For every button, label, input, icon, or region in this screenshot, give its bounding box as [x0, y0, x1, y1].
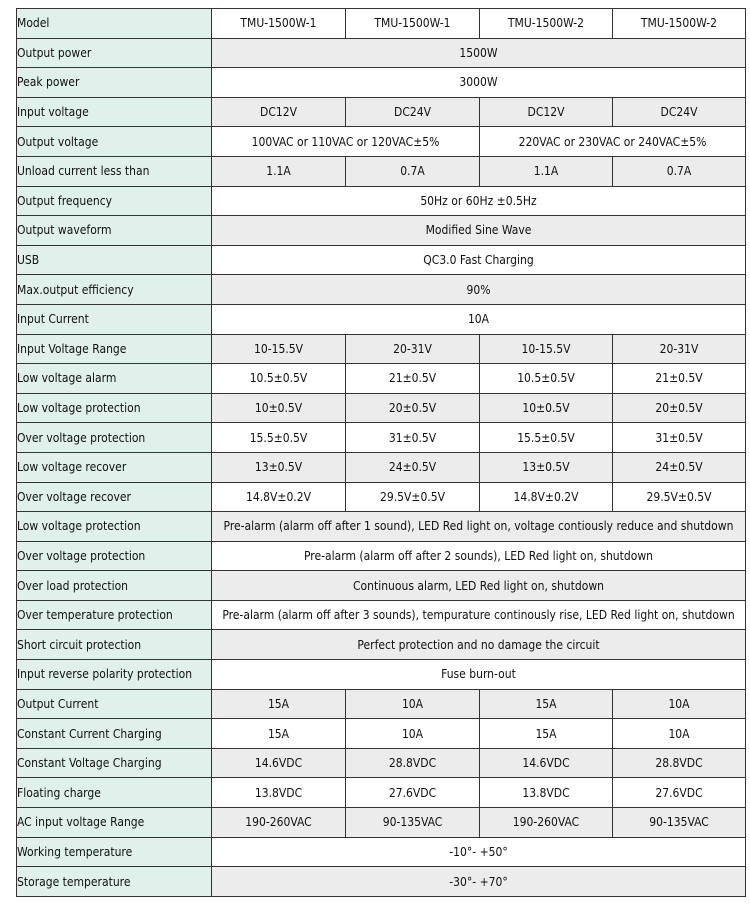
row-value: 10A: [613, 689, 746, 719]
row-value: 90%: [212, 275, 746, 305]
row-value: 0.7A: [346, 156, 480, 186]
row-value: DC24V: [346, 97, 480, 127]
row-value: 10A: [346, 689, 480, 719]
spec-table-body: [17, 9, 746, 897]
row-label: Low voltage protection: [17, 512, 212, 542]
row-label: USB: [17, 245, 212, 275]
row-value: 29.5V±0.5V: [613, 482, 746, 512]
table-row: [17, 304, 746, 334]
row-value: 13±0.5V: [480, 452, 613, 482]
row-value: 0.7A: [613, 156, 746, 186]
spec-table: [16, 8, 746, 897]
row-value: 31±0.5V: [346, 423, 480, 453]
row-label: Model: [17, 9, 212, 39]
spec-table-container: [16, 8, 746, 897]
row-value: 220VAC or 230VAC or 240VAC±5%: [480, 127, 746, 157]
row-value: TMU-1500W-2: [480, 9, 613, 39]
table-row: [17, 808, 746, 838]
row-value: 10A: [613, 719, 746, 749]
row-value: 21±0.5V: [613, 364, 746, 394]
row-label: Over voltage protection: [17, 541, 212, 571]
row-label: Over voltage protection: [17, 423, 212, 453]
row-value: 190-260VAC: [480, 808, 613, 838]
row-value: 90-135VAC: [346, 808, 480, 838]
row-value: Fuse burn-out: [212, 660, 746, 690]
row-value: TMU-1500W-2: [613, 9, 746, 39]
row-label: Low voltage alarm: [17, 364, 212, 394]
row-value: 100VAC or 110VAC or 120VAC±5%: [212, 127, 480, 157]
table-row: [17, 423, 746, 453]
table-row: [17, 778, 746, 808]
row-value: 15.5±0.5V: [212, 423, 346, 453]
row-value: 20-31V: [346, 334, 480, 364]
row-label: Over voltage recover: [17, 482, 212, 512]
row-value: 15.5±0.5V: [480, 423, 613, 453]
row-value: 10A: [212, 304, 746, 334]
row-value: 10-15.5V: [480, 334, 613, 364]
row-label: Low voltage recover: [17, 452, 212, 482]
row-value: Pre-alarm (alarm off after 2 sounds), LED Red light on, shutdown: [212, 541, 746, 571]
row-label: Output voltage: [17, 127, 212, 157]
row-label: Short circuit protection: [17, 630, 212, 660]
table-row: [17, 393, 746, 423]
row-value: 10.5±0.5V: [480, 364, 613, 394]
table-row: [17, 127, 746, 157]
row-label: Constant Current Charging: [17, 719, 212, 749]
table-row: [17, 837, 746, 867]
row-value: 10-15.5V: [212, 334, 346, 364]
table-row: [17, 275, 746, 305]
table-row: [17, 68, 746, 98]
row-value: 31±0.5V: [613, 423, 746, 453]
row-label: Peak power: [17, 68, 212, 98]
row-label: Input Current: [17, 304, 212, 334]
row-value: 3000W: [212, 68, 746, 98]
row-value: 10±0.5V: [480, 393, 613, 423]
table-row: [17, 97, 746, 127]
row-value: DC12V: [480, 97, 613, 127]
row-label: Output frequency: [17, 186, 212, 216]
table-row: [17, 9, 746, 39]
row-value: 27.6VDC: [613, 778, 746, 808]
table-row: [17, 630, 746, 660]
table-row: [17, 660, 746, 690]
row-label: Over temperature protection: [17, 600, 212, 630]
row-label: Storage temperature: [17, 867, 212, 897]
row-value: 28.8VDC: [613, 748, 746, 778]
row-value: 20±0.5V: [346, 393, 480, 423]
row-value: 28.8VDC: [346, 748, 480, 778]
row-label: Working temperature: [17, 837, 212, 867]
row-value: DC24V: [613, 97, 746, 127]
table-row: [17, 867, 746, 897]
row-label: Unload current less than: [17, 156, 212, 186]
row-value: Continuous alarm, LED Red light on, shutdown: [212, 571, 746, 601]
row-value: 90-135VAC: [613, 808, 746, 838]
row-value: DC12V: [212, 97, 346, 127]
row-value: 10±0.5V: [212, 393, 346, 423]
row-label: Constant Voltage Charging: [17, 748, 212, 778]
row-value: 15A: [480, 689, 613, 719]
row-label: Output Current: [17, 689, 212, 719]
row-label: Input Voltage Range: [17, 334, 212, 364]
row-value: 13.8VDC: [212, 778, 346, 808]
row-value: Perfect protection and no damage the circuit: [212, 630, 746, 660]
row-value: -30°- +70°: [212, 867, 746, 897]
row-value: QC3.0 Fast Charging: [212, 245, 746, 275]
table-row: [17, 216, 746, 246]
row-value: 14.8V±0.2V: [480, 482, 613, 512]
table-row: [17, 600, 746, 630]
row-value: 24±0.5V: [346, 452, 480, 482]
table-row: [17, 245, 746, 275]
table-row: [17, 452, 746, 482]
row-value: 14.6VDC: [212, 748, 346, 778]
row-value: 14.6VDC: [480, 748, 613, 778]
row-value: Modified Sine Wave: [212, 216, 746, 246]
table-row: [17, 689, 746, 719]
row-value: 13.8VDC: [480, 778, 613, 808]
row-value: 27.6VDC: [346, 778, 480, 808]
row-value: 1.1A: [480, 156, 613, 186]
row-label: Floating charge: [17, 778, 212, 808]
row-value: 50Hz or 60Hz ±0.5Hz: [212, 186, 746, 216]
row-label: AC input voltage Range: [17, 808, 212, 838]
row-value: 15A: [212, 689, 346, 719]
row-value: 24±0.5V: [613, 452, 746, 482]
row-value: 15A: [212, 719, 346, 749]
table-row: [17, 719, 746, 749]
row-label: Output waveform: [17, 216, 212, 246]
row-value: TMU-1500W-1: [346, 9, 480, 39]
table-row: [17, 364, 746, 394]
row-label: Over load protection: [17, 571, 212, 601]
row-value: 10.5±0.5V: [212, 364, 346, 394]
row-label: Max.output efficiency: [17, 275, 212, 305]
row-value: 1500W: [212, 38, 746, 68]
row-value: 14.8V±0.2V: [212, 482, 346, 512]
row-value: 20±0.5V: [613, 393, 746, 423]
row-value: Pre-alarm (alarm off after 3 sounds), tempurature continously rise, LED Red light on, shutdown: [212, 600, 746, 630]
row-value: 20-31V: [613, 334, 746, 364]
row-label: Output power: [17, 38, 212, 68]
row-value: 1.1A: [212, 156, 346, 186]
row-value: TMU-1500W-1: [212, 9, 346, 39]
row-value: 190-260VAC: [212, 808, 346, 838]
row-value: -10°- +50°: [212, 837, 746, 867]
table-row: [17, 38, 746, 68]
row-label: Input reverse polarity protection: [17, 660, 212, 690]
row-value: 13±0.5V: [212, 452, 346, 482]
table-row: [17, 541, 746, 571]
row-label: Input voltage: [17, 97, 212, 127]
row-value: 10A: [346, 719, 480, 749]
table-row: [17, 156, 746, 186]
row-label: Low voltage protection: [17, 393, 212, 423]
row-value: 21±0.5V: [346, 364, 480, 394]
row-value: Pre-alarm (alarm off after 1 sound), LED Red light on, voltage contiously reduce and shutdown: [212, 512, 746, 542]
table-row: [17, 571, 746, 601]
table-row: [17, 482, 746, 512]
table-row: [17, 334, 746, 364]
table-row: [17, 512, 746, 542]
row-value: 15A: [480, 719, 613, 749]
row-value: 29.5V±0.5V: [346, 482, 480, 512]
table-row: [17, 748, 746, 778]
table-row: [17, 186, 746, 216]
